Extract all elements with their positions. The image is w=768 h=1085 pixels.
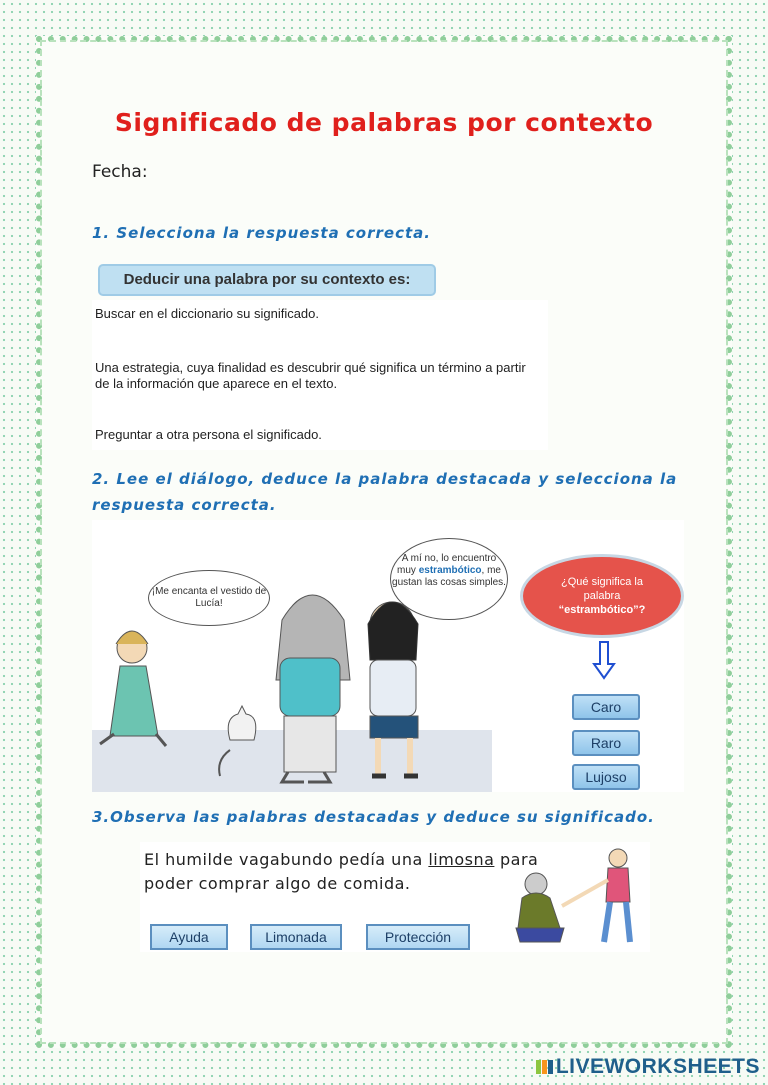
liveworksheets-logo: LIVEWORKSHEETS [536,1055,760,1079]
answer-ayuda-button[interactable]: Ayuda [150,924,228,950]
q1-instruction: 1. Selecciona la respuesta correcta. [92,224,431,242]
question-bubble: ¿Qué significa la palabra “estrambótico”? [520,554,684,638]
dialogue-scene [92,520,684,792]
q3-box [140,842,650,952]
q3-sentence: El humilde vagabundo pedía una limosna para poder comprar algo de comida. [144,850,539,893]
speech-bubble-right: A mí no, lo encuentro muy estrambótico, me gustan las cosas simples. [390,538,508,620]
highlighted-word: estrambótico [418,565,482,576]
page-title: Significado de palabras por contexto [114,108,654,137]
q1-option-2[interactable]: Una estrategia, cuya finalidad es descubrir qué significa un término a partir de la información que aparece en el texto. [95,360,526,391]
highlighted-word: limosna [428,850,495,869]
answer-limonada-button[interactable]: Limonada [250,924,342,950]
answer-caro-button[interactable]: Caro [572,694,640,720]
answer-raro-button[interactable]: Raro [572,730,640,756]
q1-header: Deducir una palabra por su contexto es: [98,264,436,296]
logo-icon [536,1058,554,1076]
q2-instruction: 2. Lee el diálogo, deduce la palabra destacada y selecciona la respuesta correcta. [92,470,678,514]
q3-instruction: 3.Observa las palabras destacadas y deduce su significado. [92,808,655,826]
arrow-down-icon [592,640,616,680]
q1-option-1[interactable]: Buscar en el diccionario su significado. [95,306,320,321]
speech-bubble-left: ¡Me encanta el vestido de Lucía! [148,570,270,626]
q1-option-3[interactable]: Preguntar a otra persona el significado. [95,427,322,442]
q1-options [92,300,548,450]
vagabond-illustration [506,844,646,948]
date-label: Fecha: [92,162,148,182]
answer-lujoso-button[interactable]: Lujoso [572,764,640,790]
answer-proteccion-button[interactable]: Protección [366,924,470,950]
